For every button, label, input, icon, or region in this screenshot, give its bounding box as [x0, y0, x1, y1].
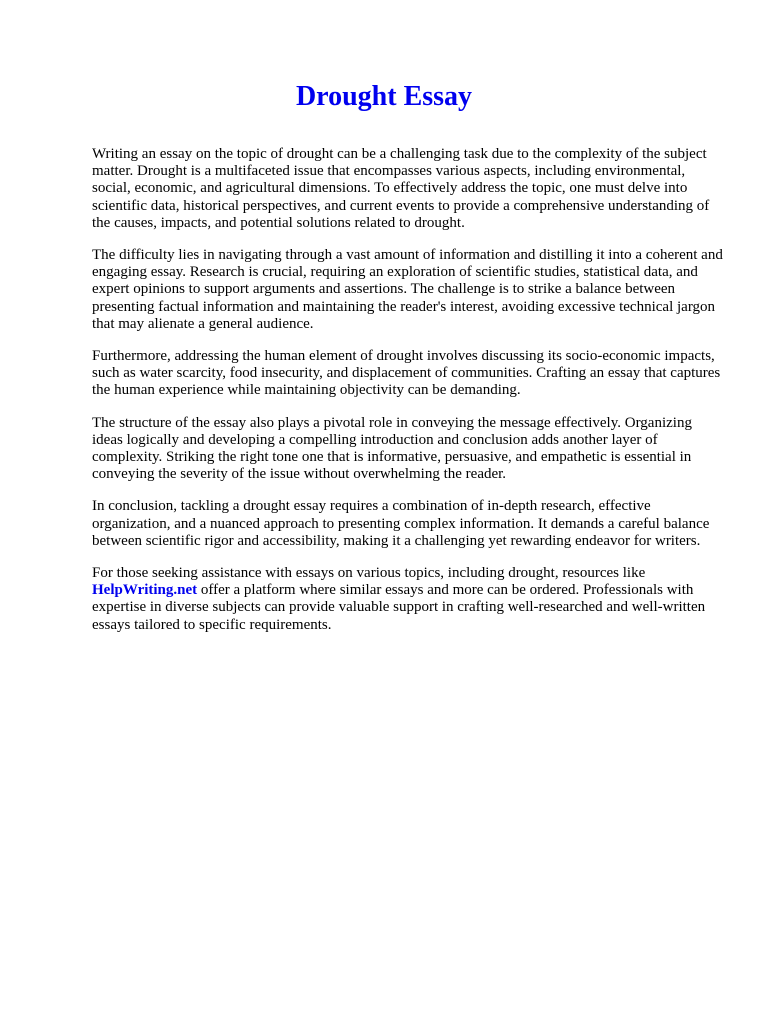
paragraph-conclusion: In conclusion, tackling a drought essay requires a combination of in-depth research, effective organization, and a nuanced approach to presenting complex information. It demands a careful balance between scientific rigor and accessibility, making it a challenging yet rewarding endeavor for writers.	[92, 498, 710, 549]
paragraph-resources	[92, 565, 724, 634]
paragraph-structure: The structure of the essay also plays a pivotal role in conveying the message effectively. Organizing ideas logically and developing a compelling introduction and conclusion adds another layer of complexity. Striking the right tone one that is informative, persuasive, and empathetic is essential in conveying the severity of the issue without overwhelming the reader.	[92, 414, 692, 483]
document-body	[92, 146, 724, 649]
paragraph-human-element: Furthermore, addressing the human element of drought involves discussing its socio-economic impacts, such as water scarcity, food insecurity, and displacement of communities. Crafting an essay that captures the human experience while maintaining objectivity can be demanding.	[92, 348, 721, 399]
paragraph-difficulty: The difficulty lies in navigating through a vast amount of information and distilling it into a coherent and engaging essay. Research is crucial, requiring an exploration of scientific studies, statistical data, and expert opinions to support arguments and assertions. The challenge is to strike a balance between presenting factual information and maintaining the reader's interest, avoiding excessive technical jargon that may alienate a general audience.	[92, 247, 723, 332]
resources-text-after-link: offer a platform where similar essays and more can be ordered. Professionals with expertise in diverse subjects can provide valuable support in crafting well-researched and well-written essays tailored to specific requirements.	[92, 582, 706, 633]
document-title: Drought Essay	[295, 81, 473, 112]
helpwriting-link[interactable]: HelpWriting.net	[92, 582, 198, 599]
paragraph-intro: Writing an essay on the topic of drought can be a challenging task due to the complexity of the subject matter. Drought is a multifaceted issue that encompasses various aspects, including environmental, social, economic, and agricultural dimensions. To effectively address the topic, one must delve into scientific data, historical perspectives, and current events to provide a comprehensive understanding of the causes, impacts, and potential solutions related to drought.	[92, 146, 710, 231]
resources-text-before-link: For those seeking assistance with essays on various topics, including drought, resources like	[92, 565, 646, 582]
